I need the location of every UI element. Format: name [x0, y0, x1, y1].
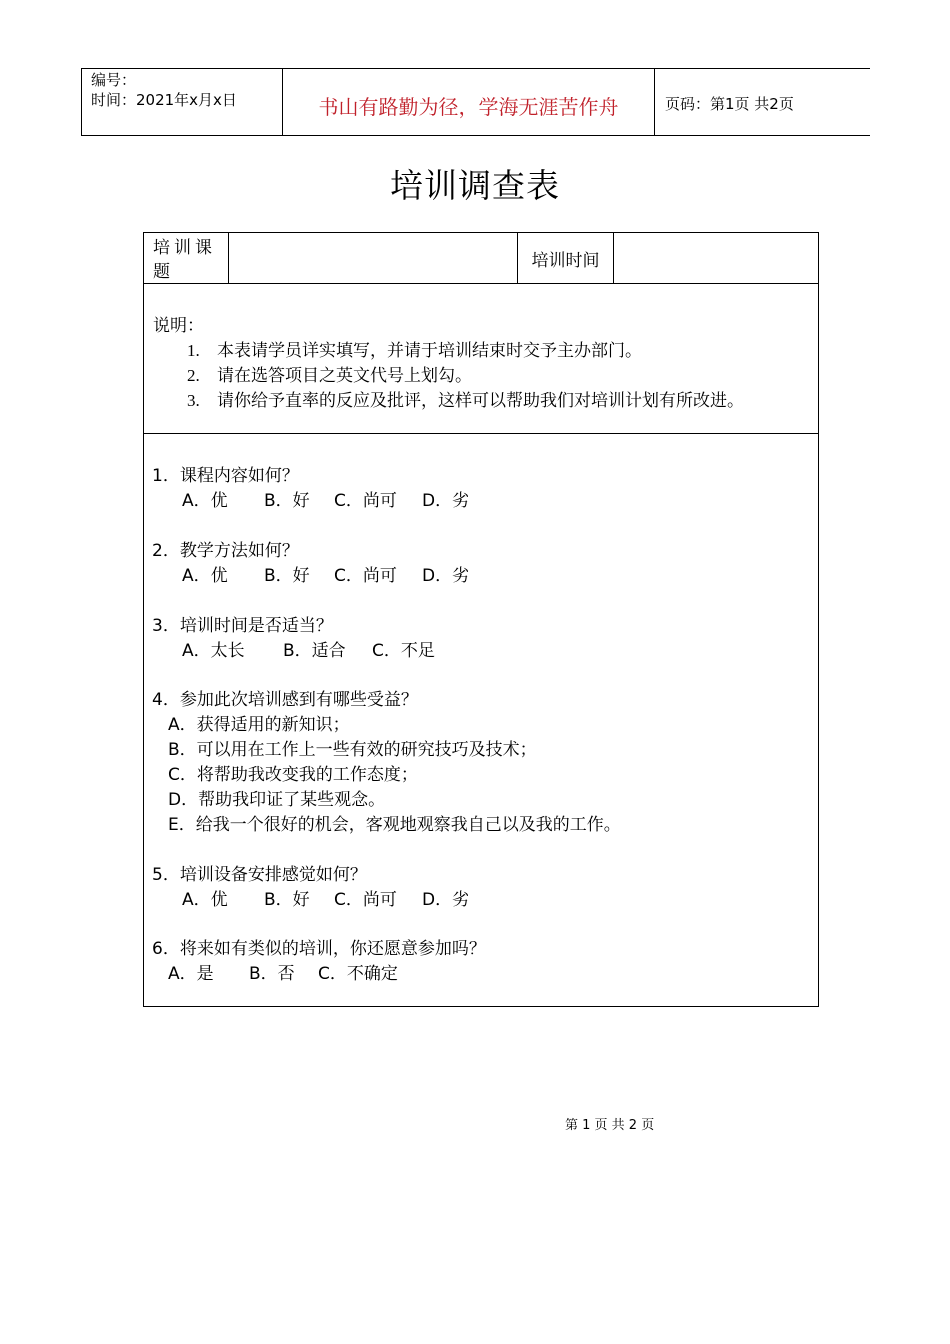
- option[interactable]: A．优: [182, 491, 228, 511]
- training-time-label: 培训时间: [531, 251, 600, 271]
- topic-label: 培训课题: [153, 238, 216, 282]
- option[interactable]: C．尚可: [334, 890, 397, 910]
- page-title: 培训调查表: [390, 166, 560, 205]
- option[interactable]: C．尚可: [334, 491, 397, 511]
- document-header: [81, 68, 870, 136]
- instructions-section: [144, 284, 818, 434]
- option[interactable]: B．好: [264, 890, 310, 910]
- form-header-row: [144, 233, 818, 284]
- instruction-item: 2. 请在选答项目之英文代号上划勾。: [187, 366, 472, 386]
- option[interactable]: B．否: [249, 964, 295, 984]
- survey-form: [143, 232, 819, 1007]
- option[interactable]: D．劣: [422, 566, 470, 586]
- option[interactable]: D．劣: [422, 890, 470, 910]
- instruction-item: 3. 请你给予直率的反应及批评，这样可以帮助我们对培训计划有所改进。: [187, 391, 744, 411]
- question-1: 1．课程内容如何？: [152, 466, 299, 486]
- time-label: 时间：2021年x月x日: [91, 91, 237, 109]
- instructions-title: 说明：: [153, 316, 204, 336]
- instruction-item: 1. 本表请学员详实填写，并请于培训结束时交予主办部门。: [187, 341, 642, 361]
- option[interactable]: B．适合: [283, 641, 346, 661]
- option[interactable]: B．好: [264, 491, 310, 511]
- question-2: 2．教学方法如何？: [152, 541, 299, 561]
- question-6: 6．将来如有类似的培训，你还愿意参加吗？: [152, 939, 486, 959]
- option[interactable]: D．帮助我印证了某些观念。: [168, 790, 386, 810]
- question-5: 5．培训设备安排感觉如何？: [152, 865, 367, 885]
- question-3: 3．培训时间是否适当？: [152, 616, 333, 636]
- header-page-cell: [655, 69, 870, 135]
- header-page-info: 页码：第1页 共2页: [665, 95, 794, 113]
- option[interactable]: A．优: [182, 890, 228, 910]
- option[interactable]: A．获得适用的新知识；: [168, 715, 350, 735]
- option[interactable]: A．是: [168, 964, 214, 984]
- header-motto-cell: [283, 69, 655, 135]
- option[interactable]: C．不确定: [318, 964, 398, 984]
- option[interactable]: D．劣: [422, 491, 470, 511]
- number-label: 编号：: [91, 71, 137, 89]
- option[interactable]: E．给我一个很好的机会，客观地观察我自己以及我的工作。: [168, 815, 621, 835]
- motto: 书山有路勤为径，学海无涯苦作舟: [318, 95, 619, 119]
- option[interactable]: C．将帮助我改变我的工作态度；: [168, 765, 418, 785]
- option[interactable]: B．好: [264, 566, 310, 586]
- option[interactable]: C．不足: [372, 641, 435, 661]
- question-4: 4．参加此次培训感到有哪些受益？: [152, 690, 418, 710]
- option[interactable]: B．可以用在工作上一些有效的研究技巧及技术；: [168, 740, 537, 760]
- option[interactable]: A．太长: [182, 641, 245, 661]
- option[interactable]: C．尚可: [334, 566, 397, 586]
- page-footer: 第 1 页 共 2 页: [565, 1118, 655, 1133]
- header-meta-cell: [82, 69, 283, 135]
- divider: [613, 233, 614, 283]
- option[interactable]: A．优: [182, 566, 228, 586]
- divider: [228, 233, 229, 283]
